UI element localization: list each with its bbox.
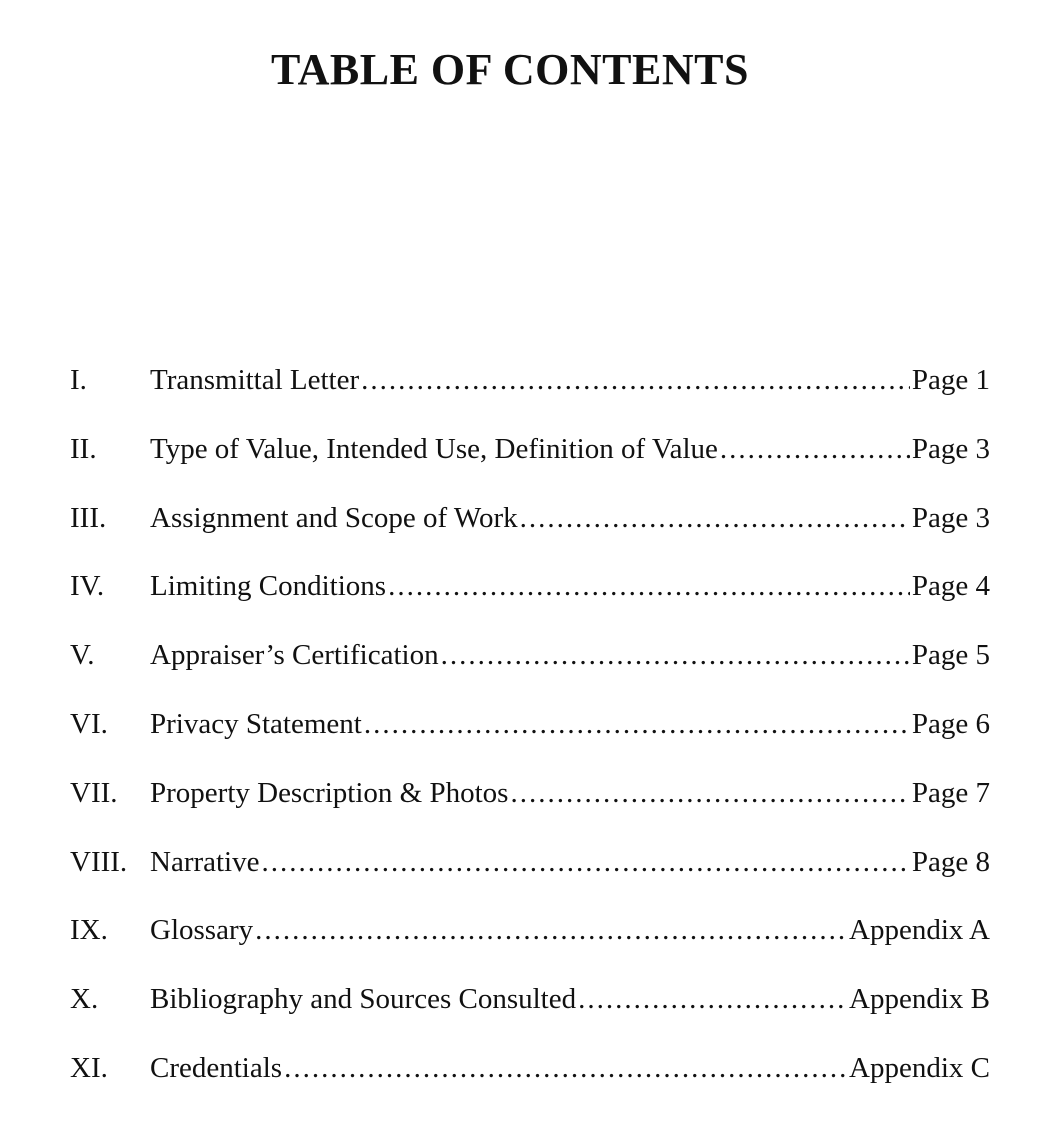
toc-entry-label: Limiting Conditions — [150, 570, 387, 603]
toc-entry-page: Page 3 — [911, 432, 990, 465]
dot-leader — [510, 773, 909, 813]
toc-entry-label: Bibliography and Sources Consulted — [150, 983, 577, 1016]
toc-entry[interactable] — [70, 773, 990, 842]
toc-entry-number: IX. — [70, 914, 108, 947]
dot-leader — [364, 704, 910, 744]
toc-entry[interactable] — [70, 635, 990, 704]
toc-entry-label: Property Description & Photos — [150, 776, 509, 809]
toc-entry-number: XI. — [70, 1051, 108, 1084]
dot-leader — [520, 498, 910, 538]
toc-entry[interactable] — [70, 1048, 990, 1117]
dot-leader — [578, 979, 847, 1019]
toc-entry-number: III. — [70, 501, 107, 534]
toc-entry[interactable] — [70, 704, 990, 773]
toc-entry-label: Privacy Statement — [150, 707, 362, 740]
toc-entry-label: Type of Value, Intended Use, Definition of Value — [150, 432, 718, 465]
table-of-contents — [70, 360, 990, 1117]
toc-entry-number: VII. — [70, 776, 118, 809]
toc-entry-page: Page 4 — [911, 570, 990, 603]
toc-entry-number: X. — [70, 983, 99, 1016]
toc-entry[interactable] — [70, 910, 990, 979]
toc-entry-page: Page 8 — [911, 845, 990, 878]
dot-leader — [255, 910, 847, 950]
toc-entry-number: IV. — [70, 570, 105, 603]
dot-leader — [284, 1048, 847, 1088]
toc-entry[interactable] — [70, 842, 990, 911]
toc-entry[interactable] — [70, 498, 990, 567]
dot-leader — [361, 360, 910, 400]
toc-entry-label: Credentials — [150, 1051, 283, 1084]
toc-entry-label: Assignment and Scope of Work — [150, 501, 518, 534]
dot-leader — [720, 429, 910, 469]
toc-entry[interactable] — [70, 979, 990, 1048]
toc-entry-label: Narrative — [150, 845, 260, 878]
dot-leader — [262, 842, 910, 882]
toc-entry-page: Appendix A — [849, 914, 990, 947]
toc-entry-page: Page 3 — [911, 501, 990, 534]
toc-entry-label: Glossary — [150, 914, 254, 947]
toc-entry-page: Page 7 — [911, 776, 990, 809]
toc-entry-label: Appraiser’s Certification — [150, 639, 439, 672]
toc-entry-page: Appendix C — [849, 1051, 990, 1084]
dot-leader — [388, 566, 910, 606]
toc-entry-page: Appendix B — [849, 983, 990, 1016]
toc-entry-number: V. — [70, 639, 95, 672]
toc-entry[interactable] — [70, 360, 990, 429]
dot-leader — [441, 635, 910, 675]
toc-entry-page: Page 1 — [911, 364, 990, 396]
toc-entry-number: VI. — [70, 707, 108, 740]
toc-entry-number: II. — [70, 432, 97, 465]
toc-entry-number: I. — [70, 364, 87, 396]
page-title: TABLE OF CONTENTS — [271, 45, 749, 94]
toc-entry-label: Transmittal Letter — [150, 364, 360, 396]
toc-entry[interactable] — [70, 429, 990, 498]
toc-entry-page: Page 6 — [911, 707, 990, 740]
toc-entry[interactable] — [70, 566, 990, 635]
toc-entry-number: VIII. — [70, 845, 128, 878]
toc-entry-page: Page 5 — [911, 639, 990, 672]
